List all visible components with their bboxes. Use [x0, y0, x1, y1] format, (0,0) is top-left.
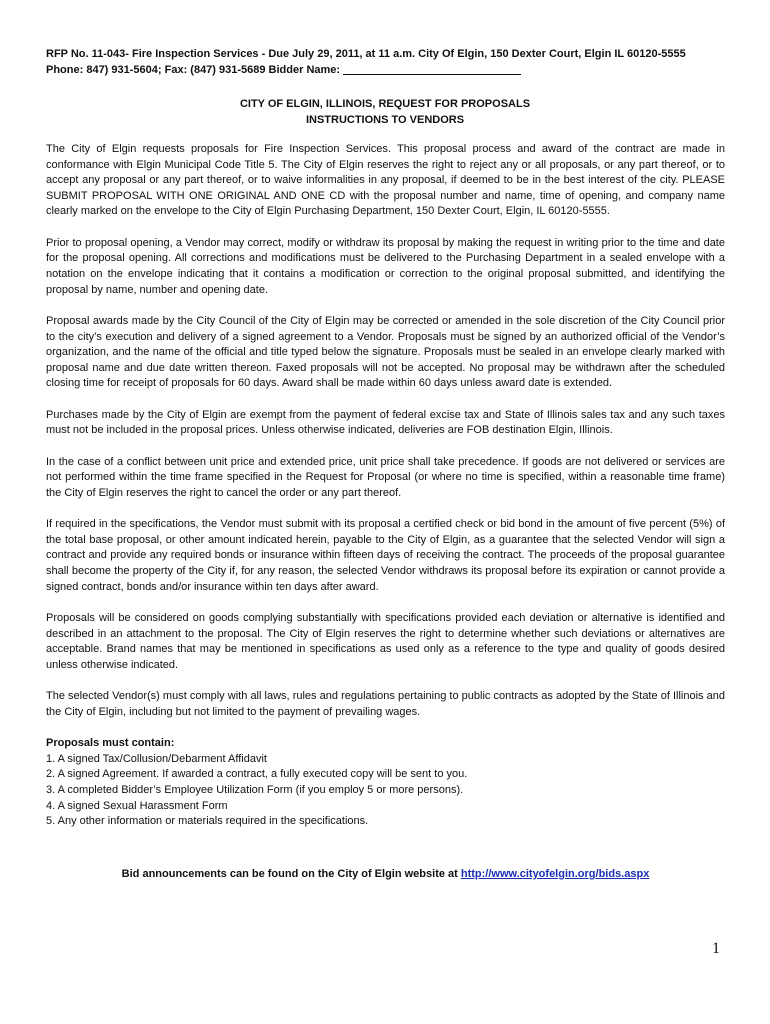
list-item: 3. A completed Bidder’s Employee Utilization Form (if you employ 5 or more persons). [46, 783, 464, 796]
title-line-2: INSTRUCTIONS TO VENDORS [305, 114, 465, 126]
title-line-1: CITY OF ELGIN, ILLINOIS, REQUEST FOR PROPOSALS [239, 98, 531, 110]
list-item: 2. A signed Agreement. If awarded a contract, a fully executed copy will be sent to you. [46, 768, 468, 781]
rfp-header-line-1: RFP No. 11-043- Fire Inspection Services - Due July 29, 2011, at 11 a.m. City Of Elgin, 150 Dexter Court, Elgin IL 60120-5555 [46, 48, 686, 60]
paragraph-withdrawal: Prior to proposal opening, a Vendor may correct, modify or withdraw its proposal by making the request in writing prior to the time and date for the proposal opening. All corrections and modifications must be delivered to the Purchasing Department in a sealed envelope with a notation on the envelope indicating that it contains a modification or correction to the original proposal submitted, and identifying the proposal by name, number and opening date. [46, 236, 725, 296]
bids-website-link[interactable]: http://www.cityofelgin.org/bids.aspx [460, 868, 650, 880]
paragraph-specifications: Proposals will be considered on goods complying substantially with specifications provided each deviation or alternative is identified and described in an attachment to the proposal. The City of Elgin reserves the right to determine whether such deviations or alternatives are acceptable. Brand names that may be mentioned in specifications as used only as a reference to the type and quality of goods desired unless otherwise indicated. [46, 612, 725, 671]
proposal-requirements-list [46, 736, 725, 830]
bid-announcement [46, 866, 725, 882]
paragraph-price-conflict: In the case of a conflict between unit price and extended price, unit price shall take precedence. If goods are not delivered or services are not performed within the time frame specified in the Request for Proposal (or where no time is specified, within a reasonable time frame) the City of Elgin reserves the right to cancel the order or any part thereof. [46, 455, 725, 499]
rfp-header-line-2-text: Phone: 847) 931-5604; Fax: (847) 931-5689 Bidder Name: [46, 64, 344, 76]
rfp-header-line-2 [46, 62, 736, 78]
page-number: 1 [712, 940, 720, 957]
document-body [46, 142, 725, 830]
bid-announcement-text: Bid announcements can be found on the City of Elgin website at [121, 868, 461, 880]
rfp-header [46, 46, 736, 78]
paragraph-intro: The City of Elgin requests proposals for Fire Inspection Services. This proposal process and award of the contract are made in conformance with Elgin Municipal Code Title 5. The City of Elgin reserves the right to reject any or all proposals, or any part thereof, or to accept any proposal or any part thereof, or to waive informalities in any proposal, if deemed to be in the best interest of the city. PLEASE SUBMIT PROPOSAL WITH ONE ORIGINAL AND ONE CD with the proposal number and name, time of opening, and company name clearly marked on the envelope to the City of Elgin Purchasing Department, 150 Dexter Court, Elgin, IL 60120-5555. [46, 143, 725, 218]
paragraph-compliance: The selected Vendor(s) must comply with all laws, rules and regulations pertaining to public contracts as adopted by the State of Illinois and the City of Elgin, including but not limited to the payment of prevailing wages. [46, 690, 725, 718]
paragraph-tax: Purchases made by the City of Elgin are exempt from the payment of federal excise tax and State of Illinois sales tax and any such taxes must not be included in the proposal prices. Unless otherwise indicated, deliveries are FOB destination Elgin, Illinois. [46, 408, 725, 437]
document-title [46, 96, 724, 128]
bidder-name-blank[interactable] [343, 62, 521, 75]
list-item: 5. Any other information or materials required in the specifications. [46, 815, 369, 828]
paragraph-awards: Proposal awards made by the City Council of the City of Elgin may be corrected or amended in the sole discretion of the City Council prior to the city’s execution and delivery of a signed agreement to a Vendor. Proposals must be signed by an authorized official of the Vendor’s organization, and the name of the official and title typed below the signature. Proposals must be sealed in an envelope clearly marked with proposal name and due date written thereon. Faxed proposals will not be accepted. No proposal may be withdrawn after the scheduled closing time for receipt of proposals for 60 days. Award shall be made within 60 days unless award date is extended. [46, 314, 725, 390]
list-item: 4. A signed Sexual Harassment Form [46, 799, 228, 812]
paragraph-bid-bond: If required in the specifications, the Vendor must submit with its proposal a certified check or bid bond in the amount of five percent (5%) of the total base proposal, or other amount indicated herein, payable to the City of Elgin, as a guarantee that the selected Vendor will sign a contract and provide any required bonds or insurance within fifteen days of receiving the contract. The proceeds of the proposal guarantee shall become the property of the City if, for any reason, the selected Vendor withdraws its proposal before its expiration or cannot provide a signed contract, bonds and/or insurance within ten days after award. [46, 518, 725, 593]
list-item: 1. A signed Tax/Collusion/Debarment Affidavit [46, 752, 267, 765]
list-heading: Proposals must contain: [46, 737, 175, 750]
